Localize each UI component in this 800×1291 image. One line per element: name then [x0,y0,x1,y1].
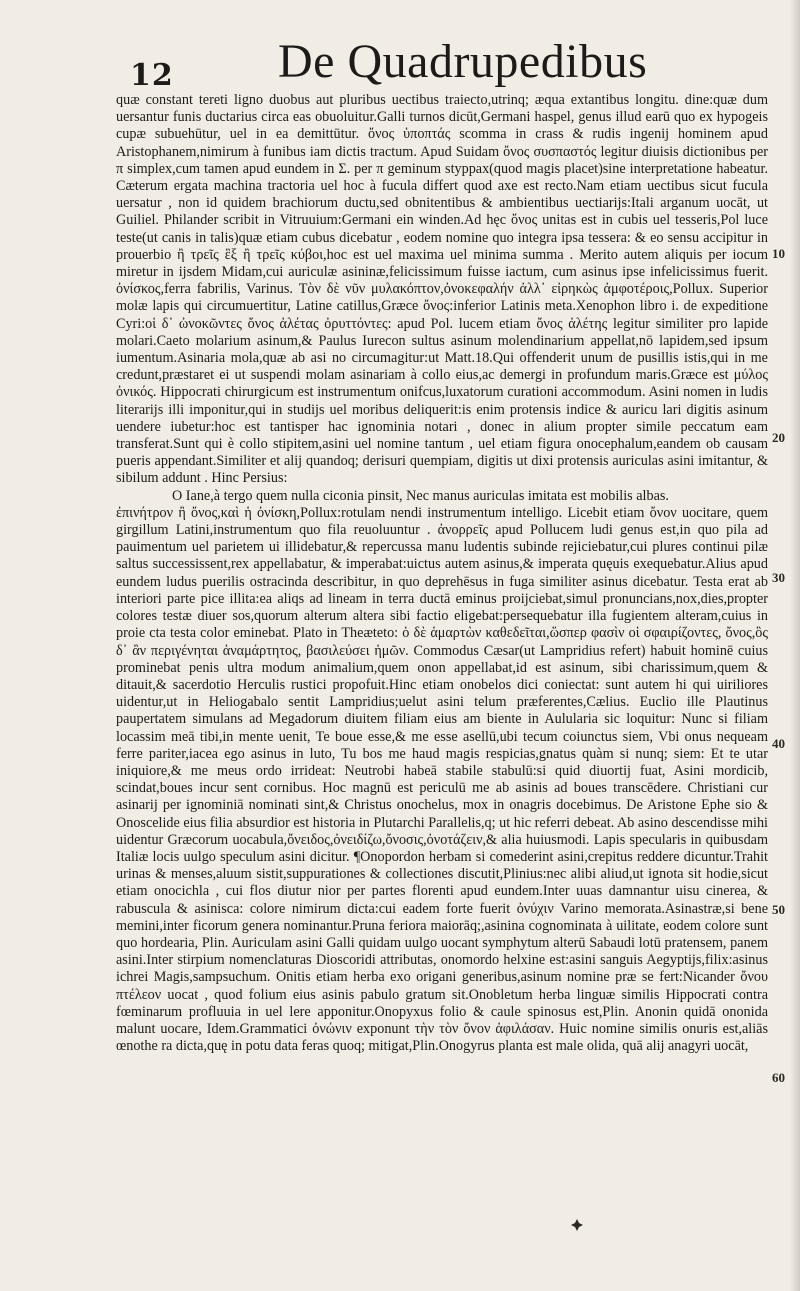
paragraph-3: ἐπινήτρον ἢ ὄνος,καὶ ἡ ὀνίσκη,Pollux:rotulam nendi instrumentum intelligo. Licebit etiam ὄνον uocitare, quem girgillum Latini,instrumentum quo fila reuoluuntur . ἀνορρεῖς apud Pollucem ludi genus est,in quo pila ad pauimentum uel parietem ui illidebatur,& repercussa manu ludentis subinde rejiciebatur,cui plures continui pilæ saltus successissent,rex appellabatur, & imperabat:uictus autem asinus,& imperata quęuis exequebatur.Alius apud eundem ludus puerilis ostracinda describitur, in quo deprehēsus in fuga similiter asinus dicebatur. Testa erat ab interiori parte pice illita:ea aliqs ad lineam in terra ductā eminus proijciebat,simul pronuncians,nox,dies,propter colores testæ diuer sos,quorum alterum altera sibi factio eligebat:persequebatur illa fugientem alteram,cuius in proie cta testa color eminebat. Plato in Theæteto: ὁ δὲ ἁμαρτὼν καθεδεῖται,ὥσπερ φασὶν οἱ σφαιρίζοντες, ὄνος,ὃς δ᾽ ἂν περιγένηται ἀναμάρτητος, βασιλεύσει ἡμῶν. Commodus Cæsar(ut Lampridius refert) habuit hominē cuius prominebat penis ultra modum animalium,quem onon appellabat,id est asinum, sibi charissimum,quem & ditauit,& sacerdotio Herculis rustici propofuit.Hinc etiam onobelos dici coniectat: sunt autem hi qui uiriliores uidentur,ut in Heliogabalo sentit Lampridius;uelut asini telum præferentes,Cælius. Euclio ille Plautinus paupertatem simulans ad Megadorum diuitem filiam eius am biente in Aulularia sic loquitur: Nunc si filiam locassim meā tibi,in mente uenit, Te boue esse,& me esse asellū,ubi tecum coiunctus siem, Vbi onus nequeam ferre pariter,iacea ego asinus in luto, Tu bos me haud magis respicias,gnatus quàm si nunq; siem: Et te utar iniquiore,& me meus ordo irrideat: Neutrobi habeā stabile stabulū:si quid diuortij fuat, Asini mordicib, scindat,boues incur sent cornibus. Hoc magnū est periculū me ab asinis ad boues transcēdere. Christiani cur asinarij per ignominiā nominati sint,& Christus onochelus, mox in onagris docebimus. De Aristone Ephe sio & Onoscelide eius filia absurdior est historia in Plutarchi Parallelis,q; ut hic referri debeat. Ab asino descendisse mihi uidentur Græcorum uocabula,ὄνειδος,ὀνειδίζω,ὄνοσις,ὀνοτάζειν,& alia huiusmodi. Lapis specularis in quibusdam Italiæ locis uulgo speculum asini dicitur. ¶Onopordon herbam si comederint asini,crepitus reddere dicuntur.Trahit urinas & menses,aluum sistit,suppurationes & collectiones discutit,Plinius:nec alibi aliud,ut ignota sit hodie,sicut etiam onocichla , cui flos diutur nior per partes florenti apud eundem.Inter uuas damnantur uisu cinerea, & rabuscula & asinisca: colore nimirum dicta:cui eadem forte fuerit ὀνύχιν Varino memorata.Asinastræ,si bene memini,inter ficorum genera nominantur.Pruna feriora maiorāq;,asinina cognominata à uilitate, eodem colore sunt quo hordearia, Plin. Auriculam asini Galli quidam uulgo uocant symphytum alterū Sabaudi lotū pratensem, panem asini.Inter stirpium nomenclaturas Dioscoridi attributas, onomordo helxine est:asini sanguis Aegyptijs,filix:asinus ichrei Magis,sampsuchum. Onitis etiam herba exo origani generibus,asinum nomine præ se fert:Nicander ὄνου πτέλεον uocat , quod folium eius asinis pabulo gratum sit.Onobletum herba linguæ similis Hippocrati contra fœminarum profluuia in uel lere apponitur.Onopyxus folio & caule spinosus est,Plin. Anonin quidā ononida malunt uocare, Idem.Grammatici ὀνώνιν exponunt τὴν τὸν ὄνον ἀφιλάσαν. Huic nomine similis onuris est,aliās œnothe ra dicta,quę in potu data feras quoq; mitigat,Plin.Onogyrus planta est male olida, quā alij anagyri uocāt, [116,504,768,1055]
margin-line-number-10: 10 [772,246,785,261]
paragraph-1: quæ constant tereti ligno duobus aut pluribus uectibus traiecto,utrinq; æqua extantibus longitu. dine:quæ dum uersantur funis ductarius circa eas obuoluitur.Galli turnos dicūt,Germani haspel, genus illud earū quo ex hypogeis cupæ subuehūtur, uel in ea demittūtur. ὄνος ὑποπτάς scomma in crass & rudis ingenij hominem apud Aristophanem,nimirum à funibus iam dictis tractum. Apud Suidam ὄνος συσπαστός legitur diuisis dictionibus per π simplex,cum tamen apud eundem in Σ. per π geminum styppax(quod magis placet)sine interpretatione habeatur. Cæterum ergata machina tractoria uel hoc à fucula differt quod axe est recto.Nam etiam uectibus sicut fucula uersatur , non id quidem brachiorum ductu,sed obnitentibus & ambientibus uectiarijs:Itali arganum uocāt, ut Guiliel. Philander scribit in Vitruuium:Germani ein winden.Ad hęc ὄνος unitas est in cubis uel tesseris,Pol luce teste(ut canis in talis)quæ etiam cubus dicebatur , eodem nomine quo integra ipsa tessera: & eo sensu accipitur in prouerbio ἢ τρεῖς ἓξ ἢ τρεῖς κύβοι,hoc est uel maxima uel minima summa . Merito autem aliquis per iocum miretur in ijsdem Midam,cui auriculæ asininæ,felicissimum fuisse iactum, cum asinus ipse infelicissimus fuerit. ὀνίσκος,ferra fabrilis, Varinus. Τὸν δὲ νῦν μυλακόπτον,ὀνοκεφαλήν ἀλλ᾽ εἰρηκὼς ἀμφοτέροις,Pollux. Superior molæ lapis qui circumuertitur, Latine catillus,Græce ὄνος:inferior Latinis meta.Xenophon libro i. de expeditione Cyri:οἱ δ᾽ ὠνοκῶντες ὄνος ἀλέτας ὀρυττόντες: apud Pol. lucem etiam ὄνος ἀλέτης legitur similiter pro lapide molari.Caeto molarium asinum,& Paulus Iurecon sultus asinum molendinarium appellat,nō lapidem,sed ipsum iumentum.Asinaria mola,quæ ab asi no circumagitur:ut Matt.18.Qui offenderit unum de pusillis istis,qui in me credunt,præstaret ei ut suspendi molam asinariam à collo eius,ac demergi in profundum maris.Græce est μύλος ὀνικός. Hippocrati chirurgicum est instrumentum onifcus,luxatorum curationi accommodum. Asini nomen in ludis literarijs illi imponitur,qui in studijs uel moribus deliquerit:is enim protensis indice & auricu lari digitis asinum uendere iubetur:hoc est tantisper hac ignominia notari , donec in alium propter simile peccatum eam transferat.Sunt qui è collo stipitem,asini uel nomine tantum , uel etiam figura onocephalum,eandem ob causam pueris appendant.Similiter et alij quandoq; derisuri quempiam, digitis ut dixi protensis auriculas asini imitantur, & sibilum addunt . Hinc Persius: [116,92,768,487]
margin-line-number-20: 20 [772,430,785,445]
paragraph-2-verse: O Iane,à tergo quem nulla ciconia pinsit, Nec manus auriculas imitata est mobilis albas. [172,487,669,504]
margin-line-number-40: 40 [772,736,785,751]
running-head-title: De Quadrupedibus [278,35,648,88]
margin-line-number-60: 60 [772,1070,785,1085]
body-text [116,92,768,1055]
page-edge-shadow [790,0,800,1291]
page-number: 12 [130,58,174,93]
printer-ornament-icon [570,1218,584,1232]
margin-line-number-50: 50 [772,902,785,917]
margin-line-number-30: 30 [772,570,785,585]
